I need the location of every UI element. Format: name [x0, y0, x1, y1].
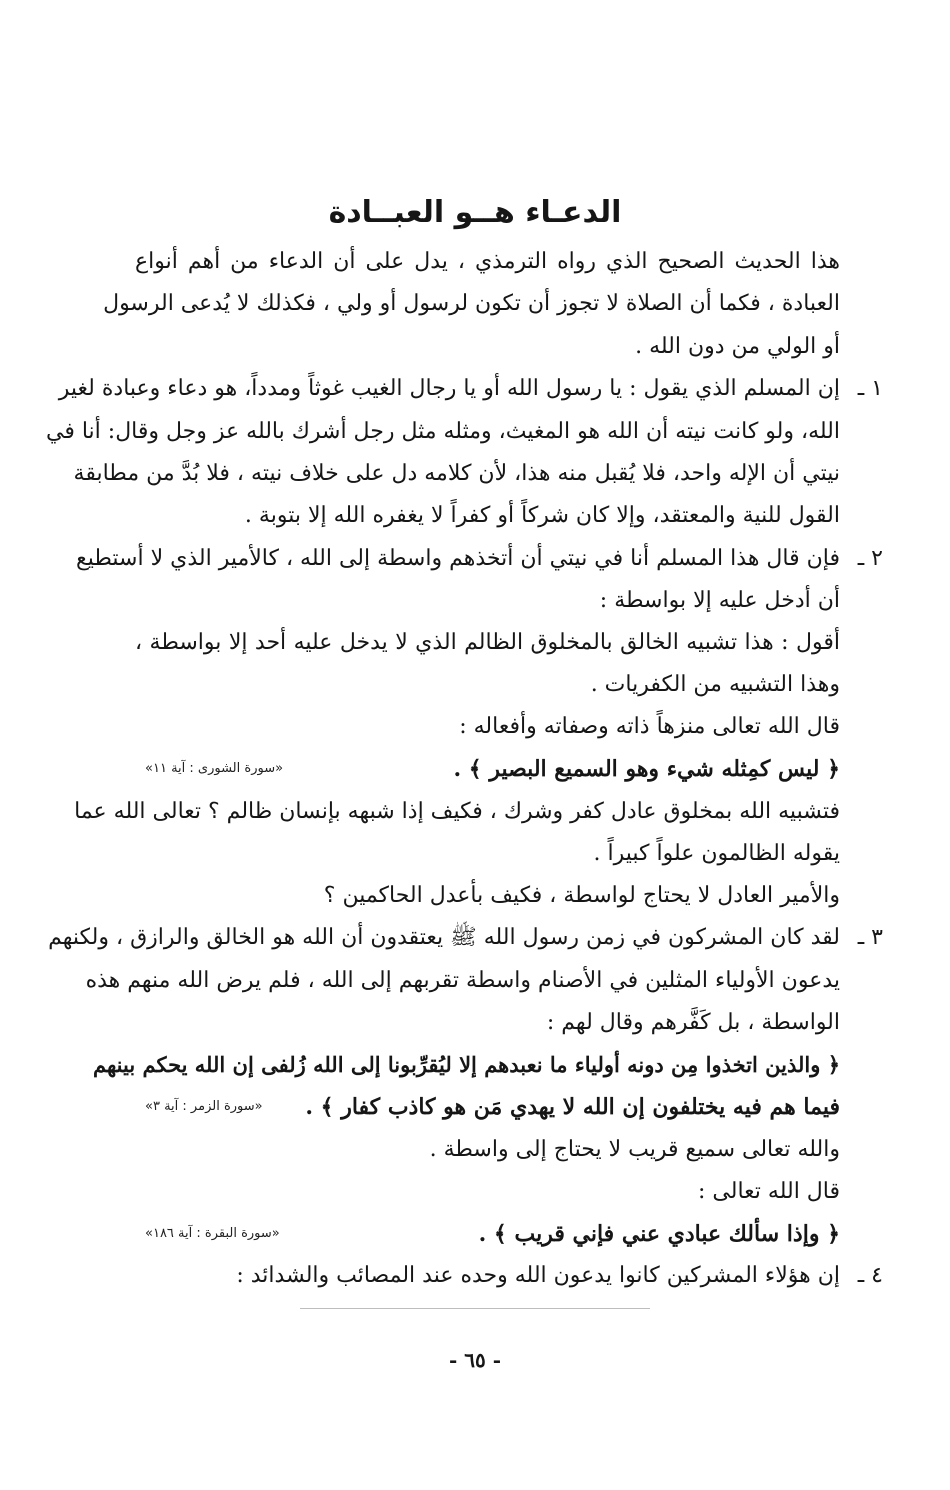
intro-line-3: أو الولي من دون الله .: [635, 334, 840, 359]
item-3-verse-2: ﴿ وإذا سألك عبادي عني فإني قريب ﴾ .: [478, 1221, 840, 1247]
item-3-line-2: يدعون الأولياء المثلين في الأصنام واسطة تقربهم إلى الله ، فلم يرض الله منهم هذه: [85, 968, 840, 993]
item-3-verse-source: «سورة الزمر : آية ٣»: [145, 1099, 263, 1114]
item-1-line-2: الله، ولو كانت نيته أن الله هو المغيث، ومثله مثل رجل أشرك بالله عز وجل وقال: أنا في: [46, 419, 840, 444]
item-4-number: ٤ ـ: [857, 1263, 883, 1288]
item-3-line-3: الواسطة ، بل كَفَّرهم وقال لهم :: [546, 1010, 840, 1035]
item-2-after-1: فتشبيه الله بمخلوق عادل كفر وشرك ، فكيف إذا شبهه بإنسان ظالم ؟ تعالى الله عما: [74, 799, 840, 824]
item-1-line-4: القول للنية والمعتقد، وإلا كان شركاً أو كفراً لا يغفره الله إلا بتوبة .: [244, 503, 840, 528]
item-2-verse-source: «سورة الشورى : آية ١١»: [145, 761, 284, 776]
item-1-line-3: نيتي أن الإله واحد، فلا يُقبل منه هذا، لأن كلامه دل على خلاف نيته ، فلا بُدَّ من مطابقة: [73, 461, 840, 486]
intro-line-1: هذا الحديث الصحيح الذي رواه الترمذي ، يدل على أن الدعاء من أهم أنواع: [135, 249, 840, 274]
item-4-line-1: إن هؤلاء المشركين كانوا يدعون الله وحده عند المصائب والشدائد :: [236, 1263, 840, 1288]
item-1-number: ١ ـ: [857, 376, 883, 401]
page-number: - ٦٥ -: [448, 1348, 501, 1372]
item-1-line-1: إن المسلم الذي يقول : يا رسول الله أو يا رجال الغيب غوثاً ومدداً، هو دعاء وعبادة لغير: [58, 376, 840, 401]
item-3-verse-2-source: «سورة البقرة : آية ١٨٦»: [145, 1226, 280, 1241]
item-2-line-3: أقول : هذا تشبيه الخالق بالمخلوق الظالم الذي لا يدخل عليه أحد إلا بواسطة ،: [135, 630, 840, 655]
item-3-verse-line-2: فيما هم فيه يختلفون إن الله لا يهدي مَن هو كاذب كفار ﴾ .: [305, 1094, 840, 1120]
item-2-line-2: أن أدخل عليه إلا بواسطة :: [599, 588, 840, 613]
item-3-line-1: لقد كان المشركون في زمن رسول الله ﷺ يعتقدون أن الله هو الخالق والرازق ، ولكنهم: [48, 925, 840, 950]
footer-rule: [300, 1308, 650, 1309]
item-2-line-5: قال الله تعالى منزهاً ذاته وصفاته وأفعاله :: [459, 714, 840, 739]
page-title: الدعـاء هــو العبــادة: [328, 195, 622, 230]
item-2-verse: ﴿ ليس كمِثله شيء وهو السميع البصير ﴾ .: [453, 756, 840, 782]
item-3-after-1: والله تعالى سميع قريب لا يحتاج إلى واسطة .: [429, 1137, 840, 1162]
intro-line-2: العبادة ، فكما أن الصلاة لا تجوز أن تكون لرسول أو ولي ، فكذلك لا يُدعى الرسول: [103, 291, 840, 316]
item-2-number: ٢ ـ: [857, 546, 883, 571]
item-3-number: ٣ ـ: [857, 925, 883, 950]
item-3-verse-line-1: ﴿ والذين اتخذوا مِن دونه أولياء ما نعبدهم إلا ليُقرِّبونا إلى الله زُلفى إن الله يحكم بينهم: [93, 1052, 840, 1077]
item-2-line-1: فإن قال هذا المسلم أنا في نيتي أن أتخذهم واسطة إلى الله ، كالأمير الذي لا أستطيع: [76, 546, 840, 571]
item-2-line-4: وهذا التشبيه من الكفريات .: [590, 672, 840, 697]
item-2-after-2: يقوله الظالمون علواً كبيراً .: [593, 841, 840, 866]
item-2-after-3: والأمير العادل لا يحتاج لواسطة ، فكيف بأعدل الحاكمين ؟: [323, 883, 840, 908]
item-3-after-2: قال الله تعالى :: [698, 1179, 840, 1204]
